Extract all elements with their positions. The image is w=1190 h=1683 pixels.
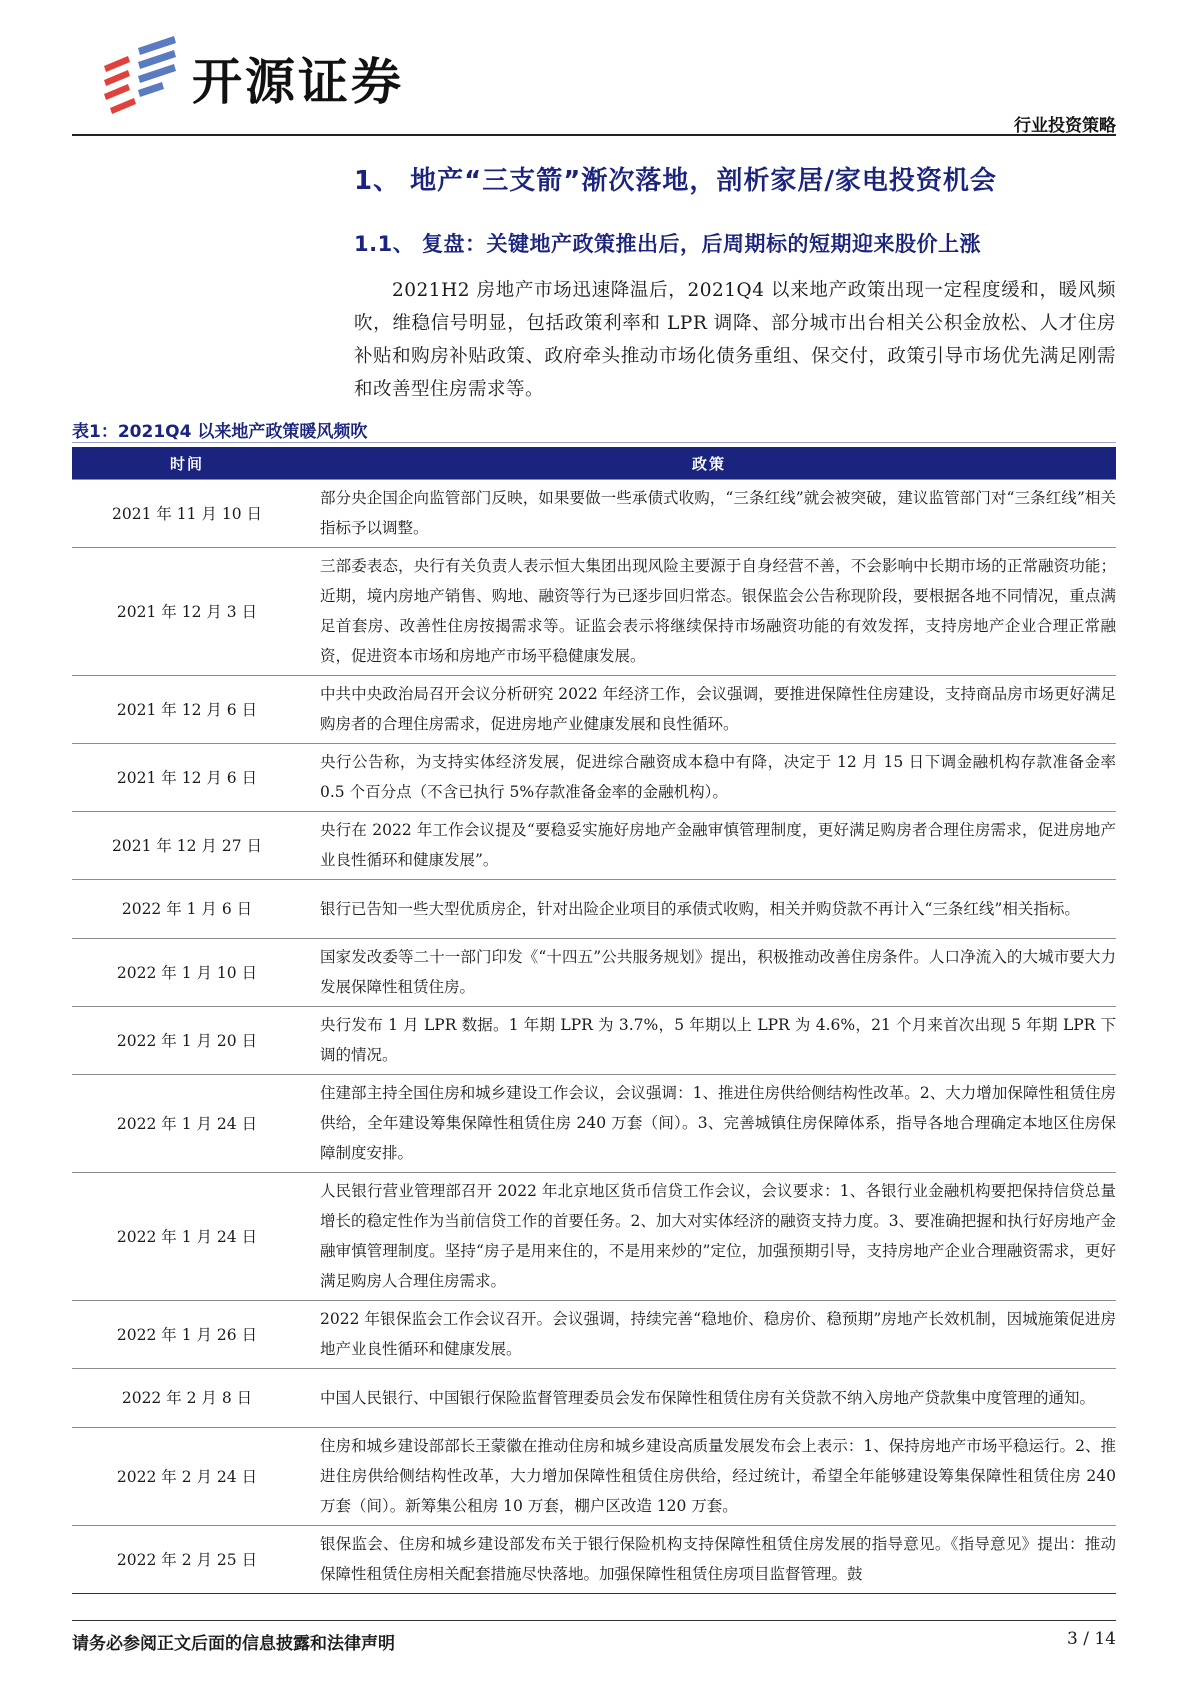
row-date: 2021 年 12 月 6 日 <box>72 676 302 744</box>
table-row <box>72 1526 1116 1594</box>
row-date: 2022 年 1 月 24 日 <box>72 1075 302 1173</box>
row-policy: 央行公告称，为支持实体经济发展，促进综合融资成本稳中有降，决定于 12 月 15 日下调金融机构存款准备金率 0.5 个百分点（不含已执行 5%存款准备金率的金融机构）。 <box>302 744 1116 812</box>
row-date: 2022 年 2 月 8 日 <box>72 1369 302 1428</box>
row-policy: 中国人民银行、中国银行保险监督管理委员会发布保障性租赁住房有关贷款不纳入房地产贷款集中度管理的通知。 <box>302 1369 1116 1428</box>
page-number: 3 / 14 <box>1067 1629 1116 1649</box>
row-date: 2022 年 1 月 10 日 <box>72 939 302 1007</box>
heading-2: 1.1、 复盘：关键地产政策推出后，后周期标的短期迎来股价上涨 <box>354 232 982 256</box>
table-row <box>72 1075 1116 1173</box>
logo-icon <box>100 36 180 116</box>
table-header-row <box>72 447 1116 480</box>
table-row <box>72 480 1116 548</box>
table-row <box>72 1301 1116 1369</box>
row-date: 2021 年 12 月 6 日 <box>72 744 302 812</box>
table-row <box>72 880 1116 939</box>
table-title: 表1：2021Q4 以来地产政策暖风频吹 <box>72 422 368 442</box>
row-date: 2022 年 1 月 26 日 <box>72 1301 302 1369</box>
table-row <box>72 744 1116 812</box>
row-date: 2022 年 2 月 25 日 <box>72 1526 302 1594</box>
footer-disclaimer: 请务必参阅正文后面的信息披露和法律声明 <box>72 1634 395 1654</box>
row-policy: 银保监会、住房和城乡建设部发布关于银行保险机构支持保障性租赁住房发展的指导意见。《指导意见》提出：推动保障性租赁住房相关配套措施尽快落地。加强保障性租赁住房项目监督管理。鼓 <box>302 1526 1116 1594</box>
table-title-divider <box>72 442 1116 443</box>
page-header <box>72 28 1116 136</box>
row-date: 2021 年 11 月 10 日 <box>72 480 302 548</box>
row-policy: 中共中央政治局召开会议分析研究 2022 年经济工作，会议强调，要推进保障性住房建设，支持商品房市场更好满足购房者的合理住房需求，促进房地产业健康发展和良性循环。 <box>302 676 1116 744</box>
section-tag: 行业投资策略 <box>1014 116 1116 136</box>
row-date: 2022 年 1 月 24 日 <box>72 1173 302 1301</box>
row-policy: 2022 年银保监会工作会议召开。会议强调，持续完善“稳地价、稳房价、稳预期”房地产长效机制，因城施策促进房地产业良性循环和健康发展。 <box>302 1301 1116 1369</box>
header-divider <box>72 134 1116 136</box>
row-policy: 央行发布 1 月 LPR 数据。1 年期 LPR 为 3.7%，5 年期以上 LPR 为 4.6%，21 个月来首次出现 5 年期 LPR 下调的情况。 <box>302 1007 1116 1075</box>
column-header-date: 时间 <box>72 447 302 480</box>
heading-1: 1、 地产“三支箭”渐次落地，剖析家居/家电投资机会 <box>354 166 997 196</box>
table-row <box>72 939 1116 1007</box>
row-policy: 部分央企国企向监管部门反映，如果要做一些承债式收购，“三条红线”就会被突破，建议监管部门对“三条红线”相关指标予以调整。 <box>302 480 1116 548</box>
row-date: 2022 年 1 月 20 日 <box>72 1007 302 1075</box>
row-policy: 住建部主持全国住房和城乡建设工作会议，会议强调：1、推进住房供给侧结构性改革。2、大力增加保障性租赁住房供给，全年建设筹集保障性租赁住房 240 万套（间）。3、完善城镇住房保障体系，指导各地合理确定本地区住房保障制度安排。 <box>302 1075 1116 1173</box>
row-policy: 央行在 2022 年工作会议提及“要稳妥实施好房地产金融审慎管理制度，更好满足购房者合理住房需求，促进房地产业良性循环和健康发展”。 <box>302 812 1116 880</box>
logo-text: 开源证券 <box>192 53 404 111</box>
body-paragraph <box>354 274 1116 406</box>
row-date: 2021 年 12 月 3 日 <box>72 548 302 676</box>
row-policy: 国家发改委等二十一部门印发《“十四五”公共服务规划》提出，积极推动改善住房条件。人口净流入的大城市要大力发展保障性租赁住房。 <box>302 939 1116 1007</box>
row-policy: 银行已告知一些大型优质房企，针对出险企业项目的承债式收购，相关并购贷款不再计入“三条红线”相关指标。 <box>302 880 1116 939</box>
row-policy: 住房和城乡建设部部长王蒙徽在推动住房和城乡建设高质量发展发布会上表示：1、保持房地产市场平稳运行。2、推进住房供给侧结构性改革，大力增加保障性租赁住房供给，经过统计，希望全年能够建设筹集保障性租赁住房 240 万套（间）。新筹集公租房 10 万套，棚户区改造 120 万套。 <box>302 1428 1116 1526</box>
table-row <box>72 1007 1116 1075</box>
footer-divider <box>72 1620 1116 1621</box>
table-row <box>72 812 1116 880</box>
table-row <box>72 676 1116 744</box>
table-row <box>72 1369 1116 1428</box>
table-row <box>72 1428 1116 1526</box>
row-policy: 人民银行营业管理部召开 2022 年北京地区货币信贷工作会议，会议要求：1、各银行业金融机构要把保持信贷总量增长的稳定性作为当前信贷工作的首要任务。2、加大对实体经济的融资支持力度。3、要准确把握和执行好房地产金融审慎管理制度。坚持“房子是用来住的，不是用来炒的”定位，加强预期引导，支持房地产企业合理融资需求，更好满足购房人合理住房需求。 <box>302 1173 1116 1301</box>
row-policy: 三部委表态，央行有关负责人表示恒大集团出现风险主要源于自身经营不善，不会影响中长期市场的正常融资功能；近期，境内房地产销售、购地、融资等行为已逐步回归常态。银保监会公告称现阶段，要根据各地不同情况，重点满足首套房、改善性住房按揭需求等。证监会表示将继续保持市场融资功能的有效发挥，支持房地产企业合理正常融资，促进资本市场和房地产市场平稳健康发展。 <box>302 548 1116 676</box>
row-date: 2021 年 12 月 27 日 <box>72 812 302 880</box>
row-date: 2022 年 1 月 6 日 <box>72 880 302 939</box>
policy-table <box>72 447 1116 1594</box>
body-paragraph-text: 2021H2 房地产市场迅速降温后，2021Q4 以来地产政策出现一定程度缓和，暖风频吹，维稳信号明显，包括政策利率和 LPR 调降、部分城市出台相关公积金放松、人才住房补贴和购房补贴政策、政府牵头推动市场化债务重组、保交付，政策引导市场优先满足刚需和改善型住房需求等。 <box>354 280 1116 400</box>
row-date: 2022 年 2 月 24 日 <box>72 1428 302 1526</box>
table-row <box>72 548 1116 676</box>
table-row <box>72 1173 1116 1301</box>
column-header-policy: 政策 <box>302 447 1116 480</box>
